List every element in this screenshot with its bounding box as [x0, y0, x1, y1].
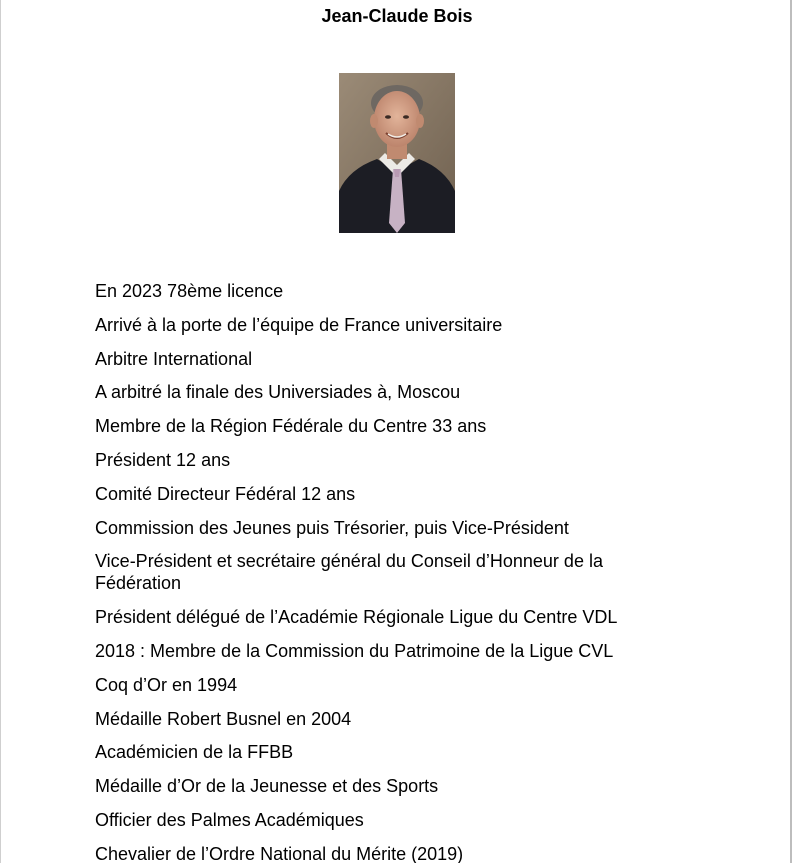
portrait-photo [339, 73, 455, 233]
list-item: Arbitre International [95, 348, 253, 369]
page-title: Jean-Claude Bois [321, 6, 473, 26]
list-item: En 2023 78ème licence [95, 281, 284, 301]
list-item: Coq d’Or en 1994 [95, 674, 238, 695]
list-item: Médaille Robert Busnel en 2004 [95, 708, 352, 729]
list-item: 2018 : Membre de la Commission du Patrimoine de la Ligue CVL [95, 640, 614, 661]
list-item: Président délégué de l’Académie Régionale Ligue du Centre VDL [95, 607, 618, 628]
list-item: Chevalier de l’Ordre National du Mérite (2019) [95, 843, 464, 863]
list-item: Président 12 ans [95, 449, 231, 470]
list-item: Membre de la Région Fédérale du Centre 33 ans [95, 416, 487, 437]
biography-list [95, 280, 655, 863]
list-item: A arbitré la finale des Universiades à, Moscou [95, 382, 461, 403]
list-item: Officier des Palmes Académiques [95, 809, 364, 830]
list-item: Arrivé à la porte de l’équipe de France universitaire [95, 314, 503, 335]
list-item: Commission des Jeunes puis Trésorier, puis Vice-Président [95, 517, 569, 538]
list-item: Comité Directeur Fédéral 12 ans [95, 483, 356, 504]
list-item: Vice-Président et secrétaire général du Conseil d’Honneur de la Fédération [95, 551, 603, 594]
list-item: Académicien de la FFBB [95, 742, 294, 763]
list-item: Médaille d’Or de la Jeunesse et des Sports [95, 776, 439, 797]
